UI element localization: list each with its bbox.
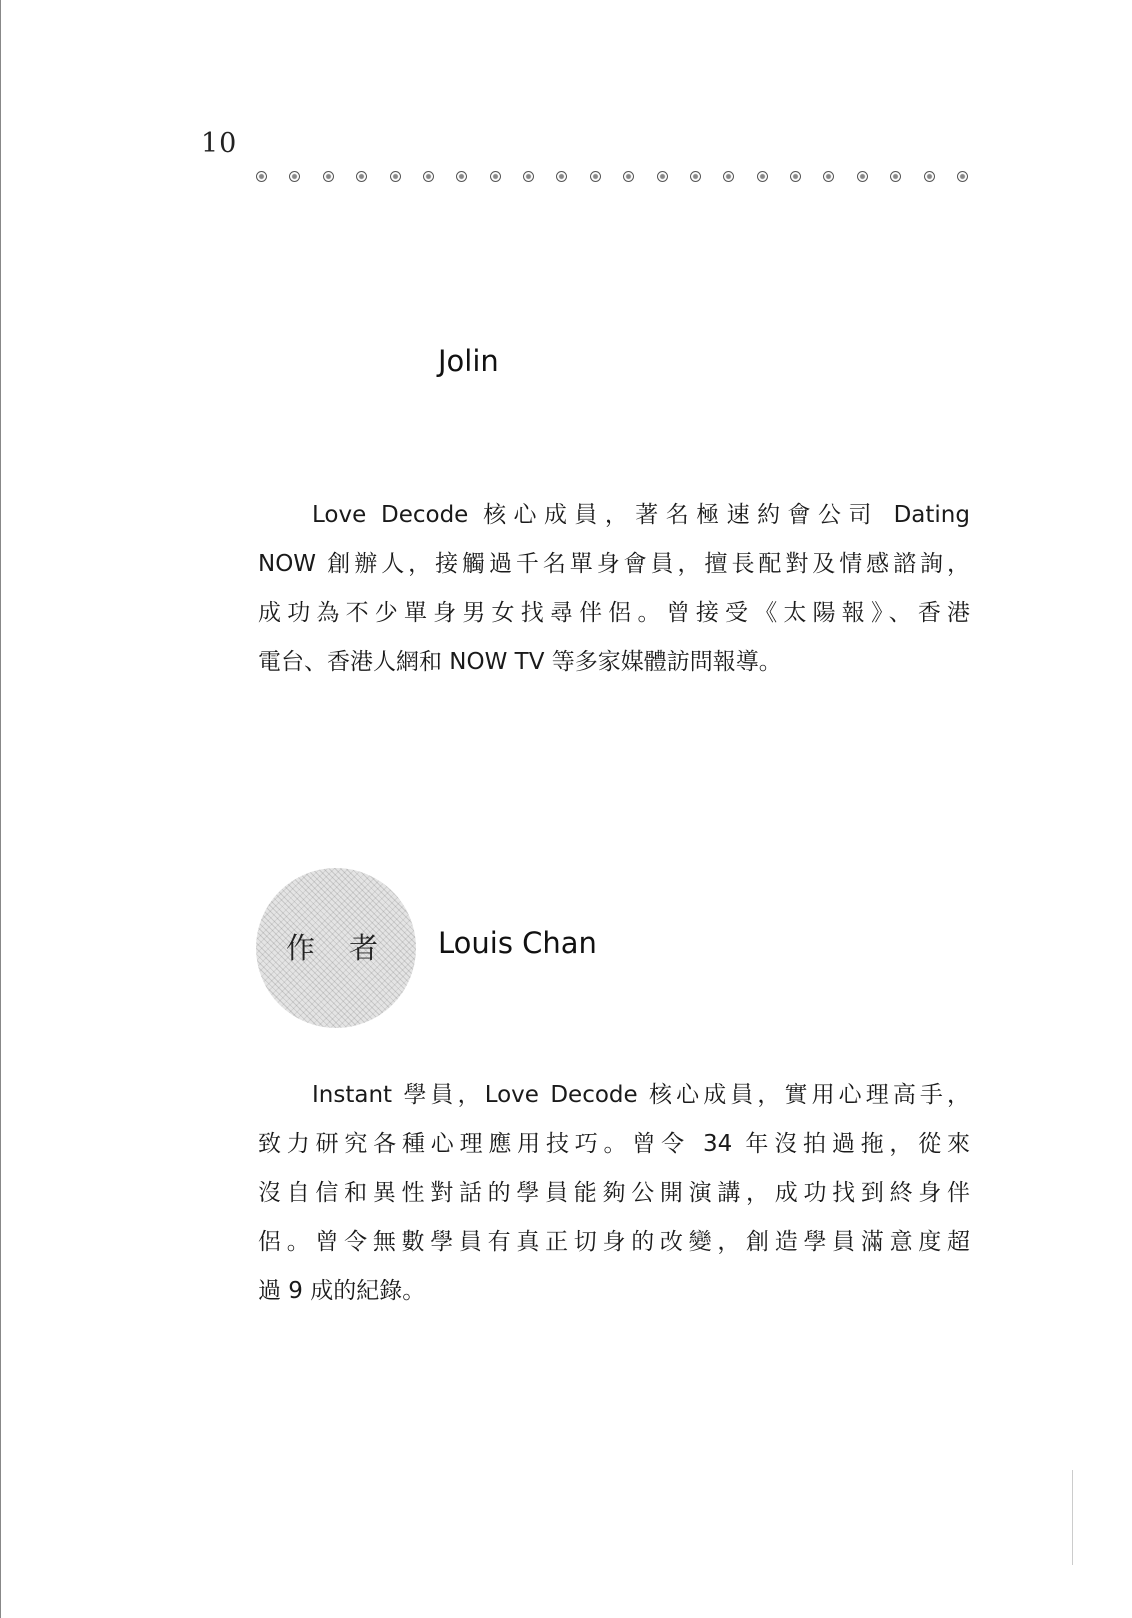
bio-line: 沒自信和異性對話的學員能夠公開演講，成功找到終身伴 [258,1180,970,1206]
ornament-dot [657,171,668,182]
ornament-dot [590,171,601,182]
ornament-dot [623,171,634,182]
bio-line: 過 9 成的紀錄。 [258,1278,426,1304]
ornament-dot [890,171,901,182]
dot-ornament-row [256,168,968,184]
ornament-dot [323,171,334,182]
ornament-dot [823,171,834,182]
bio-line: 致力研究各種心理應用技巧。曾令 34 年沒拍過拖，從來 [258,1131,970,1157]
ornament-dot [924,171,935,182]
ornament-dot [390,171,401,182]
bio-line: 電台、香港人網和 NOW TV 等多家媒體訪問報導。 [258,649,782,675]
profile-name-louis-chan: Louis Chan [438,926,597,960]
ornament-dot [256,171,267,182]
ornament-dot [289,171,300,182]
ornament-dot [423,171,434,182]
scan-mark [1072,1470,1073,1565]
ornament-dot [690,171,701,182]
ornament-dot [556,171,567,182]
profile-name-jolin: Jolin [438,344,499,378]
bio-line: Instant 學員，Love Decode 核心成員，實用心理高手， [312,1082,970,1108]
bio-line: 成功為不少單身男女找尋伴侶。曾接受《太陽報》、香港 [258,600,970,626]
ornament-dot [490,171,501,182]
ornament-dot [790,171,801,182]
bio-line: 侶。曾令無數學員有真正切身的改變，創造學員滿意度超 [258,1229,970,1255]
ornament-dot [456,171,467,182]
author-label: 作者 [286,931,413,965]
ornament-dot [723,171,734,182]
profile-bio-louis-chan [258,1071,970,1316]
ornament-dot [757,171,768,182]
ornament-dot [523,171,534,182]
bio-line: NOW 創辦人，接觸過千名單身會員，擅長配對及情感諮詢， [258,551,970,577]
profile-bio-jolin [258,491,970,687]
ornament-dot [356,171,367,182]
page-number: 10 [201,128,238,159]
bio-line: Love Decode 核心成員，著名極速約會公司 Dating [312,502,970,528]
ornament-dot [857,171,868,182]
ornament-dot [957,171,968,182]
